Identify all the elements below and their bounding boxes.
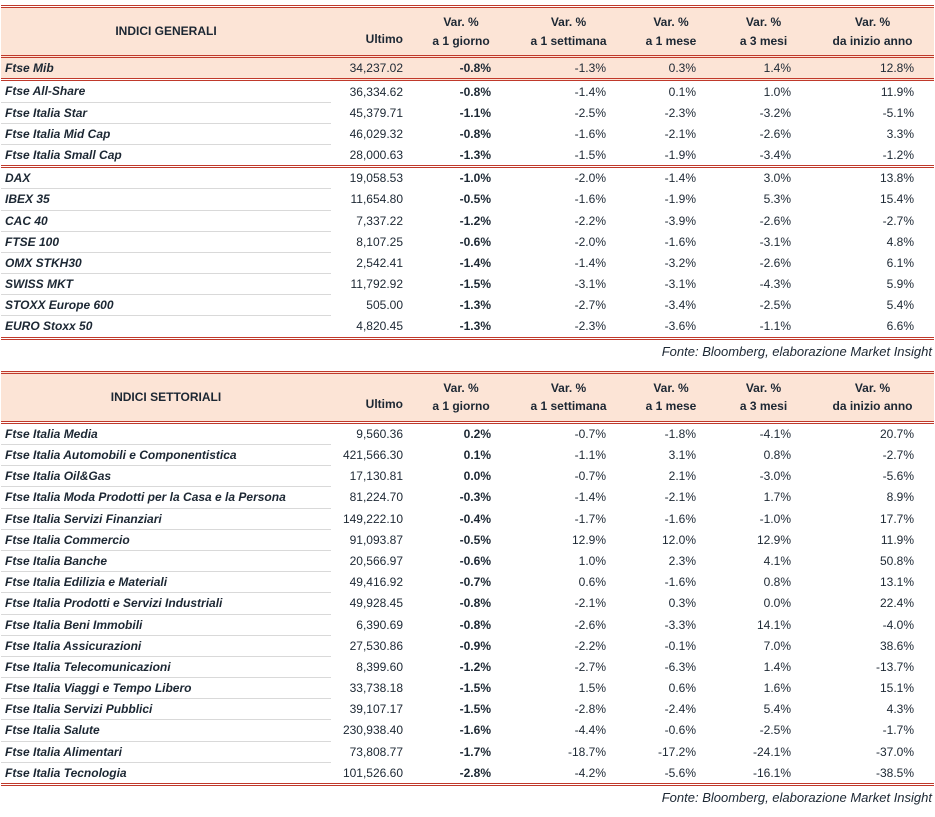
value-cell: 0.3% [626, 57, 716, 80]
value-cell: -2.3% [511, 316, 626, 338]
value-cell: -0.7% [574, 469, 606, 484]
column-header: Ultimo [331, 7, 411, 57]
value-cell: 20,566.97 [349, 553, 403, 568]
value-cell: 11.9% [880, 84, 914, 99]
value-cell: 7,337.22 [356, 213, 403, 228]
value-cell: -1.4% [459, 255, 491, 270]
value-cell: 2.1% [668, 469, 696, 484]
table-row [1, 144, 934, 166]
value-cell: 3.0% [763, 171, 791, 186]
value-cell: -1.5% [459, 681, 491, 696]
value-cell: 4.8% [886, 234, 914, 249]
value-cell: -2.8% [574, 702, 606, 717]
value-cell: -0.8% [459, 596, 491, 611]
value-cell: -2.2% [574, 638, 606, 653]
value-cell: 13.1% [879, 575, 914, 590]
value-cell: 38.6% [879, 638, 914, 653]
value-cell: -1.0% [459, 171, 491, 186]
value-cell: -24.1% [752, 744, 791, 759]
value-cell: 2,542.41 [356, 255, 403, 270]
value-cell: 12.0% [661, 532, 696, 547]
value-cell: 0.6% [668, 681, 696, 696]
table-row [1, 274, 934, 295]
value-cell: 15.1% [879, 681, 914, 696]
table-row [1, 635, 934, 656]
value-cell: 12.9% [571, 532, 606, 547]
value-cell: 3.1% [668, 448, 696, 462]
value-cell: -1.6% [664, 575, 696, 590]
value-cell: -5.1% [882, 105, 914, 120]
value-cell: -1.7% [882, 723, 914, 738]
value-cell: 0.2% [463, 427, 491, 442]
value-cell: -3.1% [759, 234, 791, 249]
indici-generali-table [1, 5, 934, 340]
value-cell: 11,654.80 [350, 192, 403, 207]
value-cell: -0.5% [459, 192, 491, 207]
value-cell: 12.8% [811, 57, 934, 80]
value-cell: -0.1% [664, 638, 696, 653]
table-row [1, 550, 934, 571]
value-cell: 8,399.60 [356, 659, 403, 674]
value-cell: -2.2% [574, 213, 606, 228]
table-row [1, 167, 934, 189]
value-cell: 1.7% [763, 490, 791, 505]
value-cell: -2.0% [574, 234, 606, 249]
value-cell: -0.8% [459, 126, 491, 141]
value-cell: -2.7% [882, 448, 914, 462]
value-cell: -3.2% [759, 105, 791, 120]
value-cell: -1.3% [411, 316, 511, 338]
value-cell: 1.6% [763, 681, 791, 696]
table-row [1, 720, 934, 741]
index-name: Ftse Italia Banche [1, 550, 331, 571]
column-header: Var. % a 1 settimana [511, 372, 626, 422]
value-cell: 4,820.45 [331, 316, 411, 338]
value-cell: 91,093.87 [349, 532, 403, 547]
value-cell: -1.2% [459, 659, 491, 674]
value-cell: -4.0% [882, 617, 914, 632]
value-cell: -2.6% [574, 617, 606, 632]
index-name: Ftse Italia Commercio [1, 529, 331, 550]
value-cell: -2.7% [574, 298, 606, 313]
value-cell: -2.6% [759, 255, 791, 270]
value-cell: -2.5% [759, 298, 791, 313]
value-cell: -0.8% [459, 617, 491, 632]
index-name: Ftse Mib [1, 57, 331, 80]
index-name: Ftse Italia Mid Cap [1, 123, 331, 144]
value-cell: -17.2% [657, 744, 696, 759]
value-cell: 3.3% [886, 126, 914, 141]
value-cell: -2.7% [574, 659, 606, 674]
value-cell: -6.3% [664, 659, 696, 674]
value-cell: -0.4% [459, 511, 491, 526]
value-cell: -0.5% [459, 532, 491, 547]
index-name: Ftse Italia Telecomunicazioni [1, 656, 331, 677]
value-cell: -16.1% [716, 762, 811, 784]
value-cell: 0.1% [463, 448, 491, 462]
value-cell: 101,526.60 [331, 762, 411, 784]
value-cell: 19,058.53 [349, 171, 403, 186]
table-row [1, 102, 934, 123]
value-cell: -4.4% [574, 723, 606, 738]
index-name: Ftse Italia Moda Prodotti per la Casa e la Persona [1, 487, 331, 508]
value-cell: -0.9% [459, 638, 491, 653]
value-cell: -1.7% [574, 511, 606, 526]
value-cell: 149,222.10 [342, 511, 403, 526]
table-title: INDICI GENERALI [1, 7, 331, 57]
value-cell: -1.3% [511, 57, 626, 80]
table-row [1, 210, 934, 231]
value-cell: 20.7% [879, 427, 914, 442]
value-cell: -1.3% [411, 144, 511, 166]
value-cell: -2.1% [664, 490, 696, 505]
value-cell: -4.2% [511, 762, 626, 784]
value-cell: 27,530.86 [349, 638, 403, 653]
value-cell: 6,390.69 [356, 617, 403, 632]
value-cell: 5.9% [886, 277, 914, 292]
value-cell: -37.0% [875, 744, 914, 759]
table-row [1, 57, 934, 80]
table-row [1, 508, 934, 529]
value-cell: -1.5% [459, 277, 491, 292]
value-cell: 1.5% [578, 681, 606, 696]
value-cell: 34,237.02 [331, 57, 411, 80]
value-cell: 22.4% [879, 596, 914, 611]
value-cell: 17.7% [879, 511, 914, 526]
column-header: Var. % a 1 mese [626, 372, 716, 422]
value-cell: -0.7% [459, 575, 491, 590]
value-cell: -4.3% [759, 277, 791, 292]
index-name: IBEX 35 [1, 189, 331, 210]
value-cell: -1.7% [459, 744, 491, 759]
index-name: DAX [1, 167, 331, 189]
value-cell: 7.0% [763, 638, 791, 653]
value-cell: 0.6% [578, 575, 606, 590]
value-cell: -1.4% [574, 84, 606, 99]
value-cell: 5.4% [886, 298, 914, 313]
table-row [1, 252, 934, 273]
value-cell: -1.4% [664, 171, 696, 186]
value-cell: -4.1% [759, 427, 791, 442]
value-cell: 49,928.45 [349, 596, 403, 611]
value-cell: 421,566.30 [342, 448, 403, 462]
index-name: SWISS MKT [1, 274, 331, 295]
value-cell: -1.2% [811, 144, 934, 166]
value-cell: 49,416.92 [349, 575, 403, 590]
value-cell: -1.6% [574, 192, 606, 207]
value-cell: -1.8% [664, 427, 696, 442]
value-cell: 33,738.18 [349, 681, 403, 696]
value-cell: 12.9% [756, 532, 791, 547]
value-cell: -18.7% [567, 744, 606, 759]
value-cell: -0.6% [459, 234, 491, 249]
value-cell: -3.9% [664, 213, 696, 228]
column-header: Var. % da inizio anno [811, 7, 934, 57]
value-cell: -1.1% [459, 105, 491, 120]
value-cell: -1.0% [759, 511, 791, 526]
value-cell: -38.5% [811, 762, 934, 784]
value-cell: -1.6% [459, 723, 491, 738]
value-cell: -0.6% [459, 553, 491, 568]
value-cell: 0.1% [668, 84, 696, 99]
value-cell: 1.0% [763, 84, 791, 99]
table-row [1, 231, 934, 252]
index-name: Ftse Italia Salute [1, 720, 331, 741]
value-cell: -1.9% [626, 144, 716, 166]
value-cell: 11,792.92 [350, 277, 403, 292]
index-name: Ftse Italia Alimentari [1, 741, 331, 762]
column-header: Var. % a 1 settimana [511, 7, 626, 57]
column-header: Var. % a 1 giorno [411, 372, 511, 422]
value-cell: 2.3% [668, 553, 696, 568]
value-cell: -2.6% [759, 213, 791, 228]
table-row [1, 422, 934, 444]
index-name: Ftse Italia Prodotti e Servizi Industriali [1, 593, 331, 614]
index-name: Ftse Italia Star [1, 102, 331, 123]
value-cell: -1.1% [716, 316, 811, 338]
table-row [1, 678, 934, 699]
index-name: CAC 40 [1, 210, 331, 231]
value-cell: 39,107.17 [349, 702, 403, 717]
value-cell: 13.8% [879, 171, 914, 186]
table-row [1, 614, 934, 635]
table-row [1, 316, 934, 338]
column-header: Var. % a 3 mesi [716, 372, 811, 422]
value-cell: 4.3% [886, 702, 914, 717]
table-row [1, 762, 934, 784]
index-name: Ftse Italia Automobili e Componentistica [1, 445, 331, 466]
index-name: Ftse Italia Assicurazioni [1, 635, 331, 656]
value-cell: -1.5% [459, 702, 491, 717]
value-cell: -3.0% [759, 469, 791, 484]
value-cell: 50.8% [879, 553, 914, 568]
table-row [1, 80, 934, 102]
value-cell: -5.6% [882, 469, 914, 484]
value-cell: -1.5% [511, 144, 626, 166]
value-cell: 9,560.36 [356, 427, 403, 442]
value-cell: 28,000.63 [331, 144, 411, 166]
value-cell: -2.6% [759, 126, 791, 141]
value-cell: -3.3% [664, 617, 696, 632]
index-name: Ftse Italia Viaggi e Tempo Libero [1, 678, 331, 699]
table-row [1, 487, 934, 508]
index-name: STOXX Europe 600 [1, 295, 331, 316]
value-cell: -1.2% [459, 213, 491, 228]
column-header: Var. % a 1 mese [626, 7, 716, 57]
value-cell: 5.3% [763, 192, 791, 207]
value-cell: -2.7% [882, 213, 914, 228]
table-row [1, 466, 934, 487]
index-name: Ftse Italia Edilizia e Materiali [1, 572, 331, 593]
index-name: Ftse Italia Media [1, 422, 331, 444]
value-cell: 1.4% [716, 57, 811, 80]
value-cell: -1.4% [574, 255, 606, 270]
value-cell: -2.3% [664, 105, 696, 120]
value-cell: -0.8% [459, 84, 491, 99]
index-name: Ftse All-Share [1, 80, 331, 102]
value-cell: 1.4% [763, 659, 791, 674]
value-cell: -2.1% [664, 126, 696, 141]
value-cell: 0.8% [763, 448, 791, 462]
value-cell: -3.4% [716, 144, 811, 166]
value-cell: 4.1% [763, 553, 791, 568]
value-cell: -2.5% [574, 105, 606, 120]
index-name: Ftse Italia Tecnologia [1, 762, 331, 784]
value-cell: 5.4% [763, 702, 791, 717]
value-cell: -1.1% [574, 448, 606, 462]
index-name: OMX STKH30 [1, 252, 331, 273]
column-header: Ultimo [331, 372, 411, 422]
value-cell: -1.6% [664, 511, 696, 526]
column-header: Var. % da inizio anno [811, 372, 934, 422]
value-cell: 14.1% [756, 617, 791, 632]
column-header: Var. % a 3 mesi [716, 7, 811, 57]
value-cell: 6.1% [886, 255, 914, 270]
index-name: Ftse Italia Servizi Finanziari [1, 508, 331, 529]
value-cell: 36,334.62 [349, 84, 403, 99]
index-name: FTSE 100 [1, 231, 331, 252]
value-cell: -3.1% [574, 277, 606, 292]
table-row [1, 572, 934, 593]
table-row [1, 295, 934, 316]
value-cell: 73,808.77 [349, 744, 403, 759]
value-cell: 1.0% [578, 553, 606, 568]
value-cell: 0.0% [463, 469, 491, 484]
value-cell: -0.3% [459, 490, 491, 505]
value-cell: -2.0% [574, 171, 606, 186]
value-cell: -2.4% [664, 702, 696, 717]
value-cell: 81,224.70 [349, 490, 403, 505]
value-cell: -1.9% [664, 192, 696, 207]
table-row [1, 741, 934, 762]
value-cell: -2.5% [759, 723, 791, 738]
value-cell: -3.1% [664, 277, 696, 292]
table-row [1, 656, 934, 677]
table-row [1, 445, 934, 466]
value-cell: -1.3% [459, 298, 491, 313]
value-cell: -5.6% [626, 762, 716, 784]
index-name: Ftse Italia Servizi Pubblici [1, 699, 331, 720]
source-note: Fonte: Bloomberg, elaborazione Market Insight [661, 343, 932, 359]
value-cell: -2.8% [411, 762, 511, 784]
value-cell: 46,029.32 [349, 126, 403, 141]
source-note: Fonte: Bloomberg, elaborazione Market Insight [661, 790, 932, 805]
index-name: EURO Stoxx 50 [1, 316, 331, 338]
value-cell: 8,107.25 [356, 234, 403, 249]
value-cell: 0.0% [763, 596, 791, 611]
value-cell: 505.00 [366, 298, 403, 313]
table-row [1, 123, 934, 144]
value-cell: 6.6% [811, 316, 934, 338]
value-cell: -0.8% [411, 57, 511, 80]
header-row [1, 7, 934, 57]
value-cell: -0.6% [664, 723, 696, 738]
value-cell: -3.6% [626, 316, 716, 338]
value-cell: -1.4% [574, 490, 606, 505]
value-cell: 0.3% [668, 596, 696, 611]
table-row [1, 529, 934, 550]
header-row [1, 372, 934, 422]
value-cell: 8.9% [886, 490, 914, 505]
value-cell: -13.7% [875, 659, 914, 674]
value-cell: -1.6% [574, 126, 606, 141]
value-cell: -0.7% [574, 427, 606, 442]
value-cell: -2.1% [574, 596, 606, 611]
value-cell: -3.2% [664, 255, 696, 270]
table-row [1, 593, 934, 614]
value-cell: 0.8% [763, 575, 791, 590]
table-row [1, 699, 934, 720]
index-name: Ftse Italia Small Cap [1, 144, 331, 166]
value-cell: 45,379.71 [349, 105, 403, 120]
value-cell: 15.4% [879, 192, 914, 207]
indici-settoriali-table [1, 371, 934, 786]
value-cell: -3.4% [664, 298, 696, 313]
table-title: INDICI SETTORIALI [1, 372, 331, 422]
value-cell: -1.6% [664, 234, 696, 249]
value-cell: 11.9% [880, 532, 914, 547]
value-cell: 230,938.40 [342, 723, 403, 738]
column-header: Var. % a 1 giorno [411, 7, 511, 57]
table-row [1, 189, 934, 210]
value-cell: 17,130.81 [349, 469, 403, 484]
index-name: Ftse Italia Beni Immobili [1, 614, 331, 635]
index-name: Ftse Italia Oil&Gas [1, 466, 331, 487]
